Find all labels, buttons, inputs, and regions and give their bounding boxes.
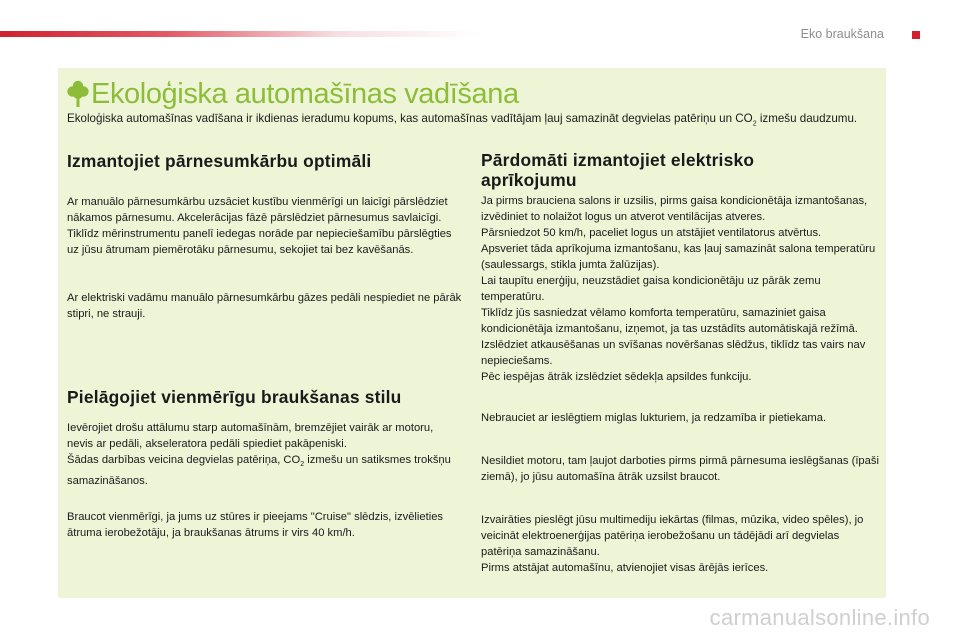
driving-style-paragraph-1	[67, 420, 462, 489]
electrical-paragraph-1: Ja pirms brauciena salons ir uzsilis, pirms gaisa kondicionētāja izmantošanas, izvēdiniet to nolaižot logus un atverot ventilācijas atveres. Pārsniedzot 50 km/h, paceliet logus un atstājiet ventilatorus atvērtus. Apsveriet tāda aprīkojuma izmantošanu, kas ļauj samazināt salona temperatūru (saulessargs, stikla jumta žalūzijas). Lai taupītu enerģiju, neuzstādiet gaisa kondicionētāju uz pārāk zemu temperatūru. Tiklīdz jūs sasniedzat vēlamo komforta temperatūru, samaziniet gaisa kondicionētāja izmantošanu, izņemot, ja tas uzstādīts automātiskajā režīmā. Izslēdziet atkausēšanas un svīšanas novēršanas slēdžus, tiklīdz tas vairs nav nepieciešams. Pēc iespējas ātrāk izslēdziet sēdekļa apsildes funkciju.	[481, 195, 876, 383]
electrical-paragraph-3: Nesildiet motoru, tam ļaujot darboties pirms pirmā pārnesuma ieslēgšanas (īpaši ziemā), jo jūsu automašīna ātrāk uzsilst braucot.	[481, 455, 879, 483]
page-title: Ekoloģiska automašīnas vadīšana	[91, 78, 519, 110]
section-heading-driving-style: Pielāgojiet vienmērīgu braukšanas stilu	[67, 387, 402, 407]
header-red-square	[912, 31, 920, 39]
page-title-row	[67, 76, 519, 112]
left-section-2	[67, 387, 462, 407]
section-header-title: Eko braukšana	[800, 27, 884, 41]
gearbox-paragraph-1: Ar manuālo pārnesumkārbu uzsāciet kustību vienmērīgi un laicīgi pārslēdziet nākamos pārnesumu. Akcelerācijas fāzē pārslēdziet pārnesumus savlaicīgi. Tiklīdz mērinstrumentu panelī iedegas norāde par nepieciešamību pārslēgties uz jūsu ātrumam piemērotāku pārnesumu, sekojiet tai bez kavēšanās.	[67, 196, 452, 256]
site-watermark: carmanualsonline.info	[709, 605, 930, 630]
left-section-1	[67, 151, 462, 171]
gearbox-paragraph-2: Ar elektriski vadāmu manuālo pārnesumkārbu gāzes pedāli nespiediet ne pārāk stipri, ne strauji.	[67, 292, 462, 320]
driving-style-subscript: 2	[300, 461, 305, 469]
section-heading-electrical: Pārdomāti izmantojiet elektrisko aprīkojumu	[481, 150, 755, 190]
right-section	[481, 150, 881, 190]
intro-subscript: 2	[752, 120, 757, 128]
intro-paragraph	[67, 110, 862, 132]
section-heading-gearbox: Izmantojiet pārnesumkārbu optimāli	[67, 151, 372, 171]
eco-leaf-icon	[67, 80, 89, 108]
intro-text-start: Ekoloģiska automašīnas vadīšana ir ikdienas ieradumu kopums, kas automašīnas vadītājam ļauj samazināt degvielas patēriņu un CO	[67, 112, 753, 125]
intro-text-end: izmešu daudzumu.	[756, 112, 858, 125]
header-accent-bar	[0, 31, 480, 37]
driving-style-paragraph-2: Braucot vienmērīgi, ja jums uz stūres ir pieejams "Cruise" slēdzis, izvēlieties ātruma ierobežotāju, ja braukšanas ātrums ir virs 40 km/h.	[67, 511, 444, 539]
electrical-paragraph-4: Izvairāties pieslēgt jūsu multimediju iekārtas (filmas, mūzika, video spēles), jo veicināt elektroenerģijas patēriņa ierobežošanu un tādējādi arī degvielas patēriņa samazināšanu. Pirms atstājat automašīnu, atvienojiet visas ārējās ierīces.	[481, 514, 864, 574]
driving-style-text-start: Ievērojiet drošu attālumu starp automašīnām, bremzējiet vairāk ar motoru, nevis ar pedāli, akseleratora pedāli spiediet pakāpeniski. Šādas darbības veicina degvielas patēriņa, CO	[67, 422, 434, 466]
electrical-paragraph-2: Nebrauciet ar ieslēgtiem miglas lukturiem, ja redzamība ir pietiekama.	[481, 412, 827, 424]
driving-style-text-end: izmešu un satiksmes trokšņu samazināšanos.	[67, 454, 451, 488]
